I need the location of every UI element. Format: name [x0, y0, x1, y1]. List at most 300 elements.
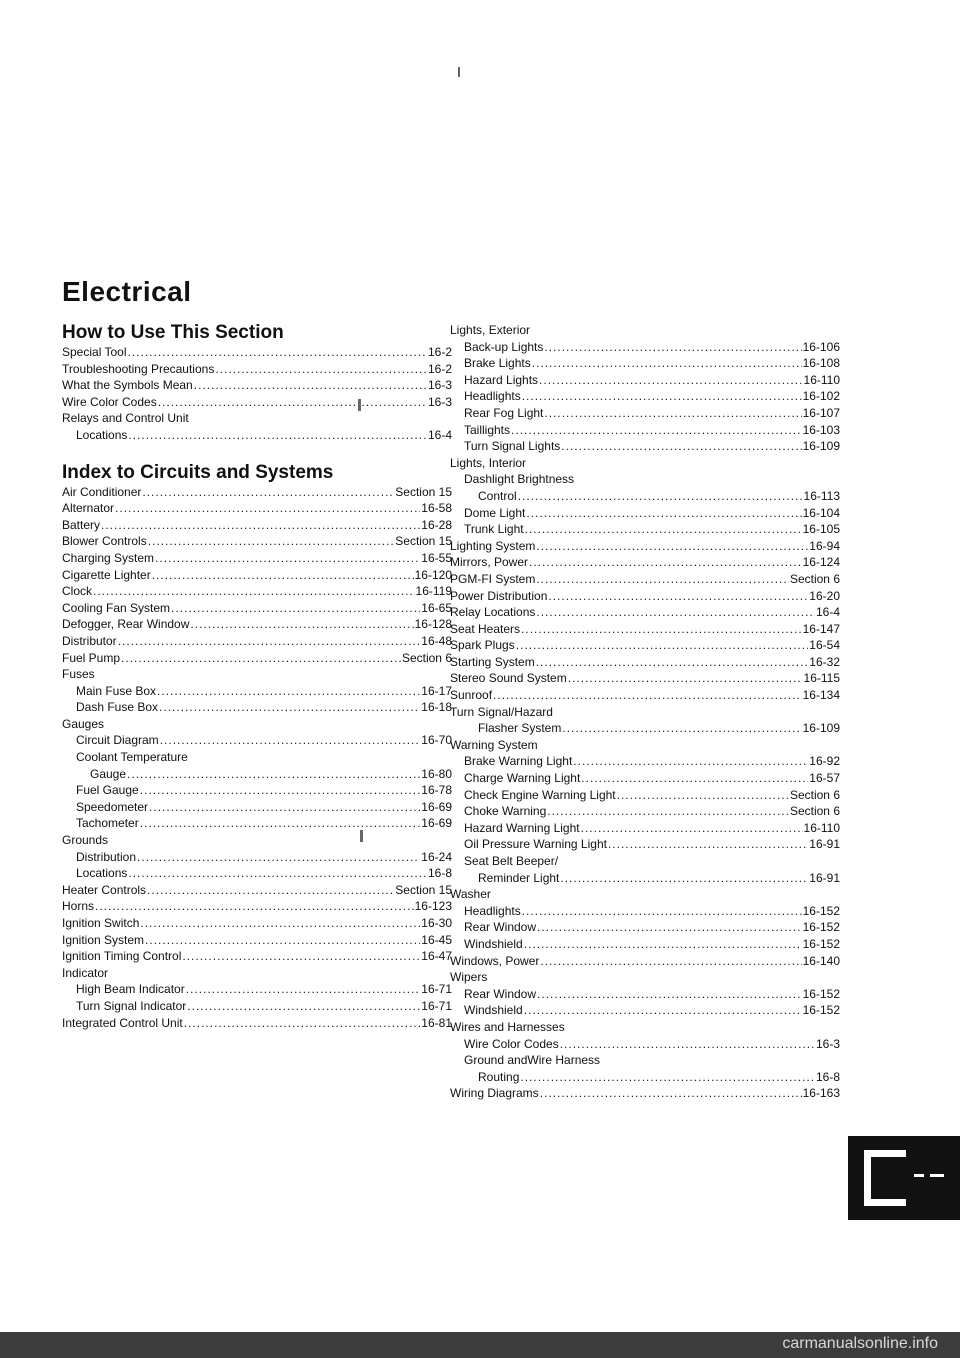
entry-title: What the Symbols Mean	[62, 378, 193, 393]
dot-leader	[158, 394, 427, 411]
section-heading-how-to-use: How to Use This Section	[62, 322, 284, 343]
list-gauges-a	[62, 732, 452, 749]
index-entry	[450, 803, 840, 820]
dot-leader	[516, 637, 809, 654]
index-entry	[450, 422, 840, 439]
entry-title: Sunroof	[450, 688, 493, 703]
dot-leader	[95, 898, 414, 915]
index-entry	[450, 820, 840, 837]
page-ref: 16-8	[815, 1069, 840, 1084]
entry-title: Turn Signal Indicator	[76, 998, 187, 1013]
list-section2c	[62, 1015, 452, 1032]
entry-title: Headlights	[464, 903, 521, 918]
entry-title: Wire Color Codes	[62, 394, 157, 409]
entry-title: Fuel Gauge	[76, 783, 139, 798]
entry-title: Seat Heaters	[450, 621, 521, 636]
dot-leader	[529, 554, 802, 571]
page-ref: 16-47	[421, 949, 452, 964]
section-heading-index: Index to Circuits and Systems	[62, 461, 334, 483]
page-ref: 16-115	[803, 671, 840, 686]
entry-title: Rear Window	[464, 986, 537, 1001]
page-ref: Section 6	[789, 804, 840, 819]
list-gauges-b	[62, 782, 452, 832]
page-ref: 16-69	[421, 816, 452, 831]
dot-leader	[536, 654, 809, 671]
index-entry	[450, 405, 840, 422]
dot-leader	[540, 953, 801, 970]
dot-leader	[581, 770, 808, 787]
index-entry	[450, 836, 840, 853]
index-entry	[62, 567, 452, 584]
entry-wire-color-codes	[450, 1036, 840, 1053]
index-entry	[450, 554, 840, 571]
page-ref: 16-110	[803, 820, 840, 835]
page-ref: 16-20	[809, 588, 840, 603]
index-entry	[450, 388, 840, 405]
page-ref: 16-54	[809, 638, 840, 653]
index-entry	[62, 427, 452, 444]
page-ref: 16-102	[802, 389, 840, 404]
entry-title: Main Fuse Box	[76, 683, 157, 698]
page-ref: 16-2	[427, 361, 452, 376]
scan-speck	[458, 67, 460, 77]
index-entry	[62, 849, 452, 866]
page-ref: 16-71	[421, 982, 452, 997]
entry-title: Brake Warning Light	[464, 754, 573, 769]
dot-leader	[184, 1015, 421, 1032]
page-ref: 16-48	[421, 633, 452, 648]
index-entry	[450, 870, 840, 887]
list-washer	[450, 903, 840, 953]
entry-title: Routing	[478, 1069, 520, 1084]
entry-title: Rear Fog Light	[464, 405, 544, 420]
entry-title: Taillights	[464, 422, 511, 437]
page-ref: 16-28	[421, 517, 452, 532]
page-ref: 16-109	[802, 439, 840, 454]
dot-leader	[524, 936, 802, 953]
page-ref: 16-94	[809, 538, 840, 553]
entry-title: Heater Controls	[62, 882, 147, 897]
entry-title: Locations	[76, 427, 128, 442]
index-entry	[62, 932, 452, 949]
index-entry	[450, 604, 840, 621]
entry-title: Tachometer	[76, 816, 139, 831]
dot-leader	[536, 571, 789, 588]
dot-leader	[187, 998, 420, 1015]
index-entry	[450, 521, 840, 538]
dot-leader	[93, 583, 415, 600]
dot-leader	[182, 948, 420, 965]
dot-leader	[544, 405, 801, 422]
page-ref: 16-140	[802, 953, 840, 968]
dot-leader	[548, 588, 808, 605]
entry-title: PGM-FI System	[450, 571, 536, 586]
dot-leader	[145, 932, 420, 949]
entry-title: Wire Color Codes	[464, 1036, 559, 1051]
dot-leader	[568, 670, 803, 687]
index-entry	[62, 500, 452, 517]
scan-speck	[360, 830, 363, 842]
page-ref: 16-24	[421, 849, 452, 864]
dot-leader	[524, 1002, 802, 1019]
entry-title: Trunk Light	[464, 522, 524, 537]
entry-title: Speedometer	[76, 799, 149, 814]
list-lights-exterior	[450, 339, 840, 455]
group-label-ground-harness: Ground andWire Harness	[464, 1053, 601, 1068]
dot-leader	[128, 865, 427, 882]
page-ref: 16-57	[809, 771, 840, 786]
dot-leader	[539, 372, 802, 389]
footer-url[interactable]: carmanualsonline.info	[782, 1335, 938, 1352]
dot-leader	[518, 488, 803, 505]
page-ref: 16-113	[803, 488, 840, 503]
page-ref: 16-81	[421, 1015, 452, 1030]
dot-leader	[544, 339, 801, 356]
entry-title: Reminder Light	[478, 870, 560, 885]
index-entry	[62, 344, 452, 361]
page-ref: 16-123	[414, 899, 452, 914]
dot-leader	[536, 604, 815, 621]
index-entry	[450, 919, 840, 936]
dot-leader	[101, 517, 420, 534]
dot-leader	[194, 377, 427, 394]
tab-glyph-icon	[864, 1150, 906, 1206]
entry-reminder-light	[450, 870, 840, 887]
index-entry	[450, 339, 840, 356]
list-fuses	[62, 683, 452, 716]
page-ref: 16-65	[421, 600, 452, 615]
group-label-relays: Relays and Control Unit	[62, 411, 189, 426]
page-ref: Section 6	[401, 650, 452, 665]
dot-leader	[526, 505, 801, 522]
dot-leader	[137, 849, 420, 866]
group-label-lights-exterior: Lights, Exterior	[450, 323, 531, 337]
entry-title: Flasher System	[478, 721, 562, 736]
index-entry	[450, 355, 840, 372]
page-ref: 16-3	[427, 378, 452, 393]
entry-title: Distributor	[62, 633, 117, 648]
page-ref: 16-109	[802, 721, 840, 736]
entry-title: Choke Warning	[464, 804, 547, 819]
dot-leader	[522, 903, 802, 920]
group-label-gauges: Gauges	[62, 716, 105, 731]
entry-title: Clock	[62, 584, 93, 599]
entry-title: Blower Controls	[62, 534, 147, 549]
dot-leader	[127, 766, 420, 783]
index-entry	[62, 799, 452, 816]
entry-title: High Beam Indicator	[76, 982, 185, 997]
group-label-warning: Warning System	[450, 737, 538, 752]
index-entry	[450, 654, 840, 671]
entry-title: Battery	[62, 517, 101, 532]
dot-leader	[155, 550, 420, 567]
index-entry	[450, 1069, 840, 1086]
entry-title: Starting System	[450, 654, 535, 669]
dot-leader	[540, 1085, 802, 1102]
index-entry	[450, 488, 840, 505]
entry-dashlight-control	[450, 488, 840, 505]
entry-title: Fuel Pump	[62, 650, 121, 665]
dot-leader	[147, 882, 394, 899]
page-ref: 16-110	[803, 372, 840, 387]
page-ref: Section 6	[789, 787, 840, 802]
index-entry	[62, 732, 452, 749]
page-ref: Section 6	[789, 571, 840, 586]
group-label-lights-interior: Lights, Interior	[450, 455, 527, 470]
entry-title: Lighting System	[450, 538, 536, 553]
index-entry	[450, 621, 840, 638]
index-entry	[62, 948, 452, 965]
dot-leader	[142, 484, 394, 501]
page-ref: 16-107	[802, 405, 840, 420]
dot-leader	[562, 720, 801, 737]
index-entry	[62, 550, 452, 567]
index-entry	[62, 815, 452, 832]
entry-title: Ignition Timing Control	[62, 949, 182, 964]
index-entry	[450, 505, 840, 522]
dot-leader	[511, 422, 802, 439]
page-ref: 16-91	[809, 870, 840, 885]
entry-title: Hazard Warning Light	[464, 820, 580, 835]
dot-leader	[215, 361, 427, 378]
dot-leader	[560, 1036, 815, 1053]
tab-dash-icon	[914, 1174, 924, 1177]
dot-leader	[159, 699, 420, 716]
entry-title: Dome Light	[464, 505, 526, 520]
entry-title: Air Conditioner	[62, 484, 142, 499]
list-mid	[450, 538, 840, 704]
left-column	[62, 320, 452, 1031]
dot-leader	[128, 427, 427, 444]
page-ref: Section 15	[395, 484, 452, 499]
entry-title: Charging System	[62, 550, 155, 565]
entry-title: Windshield	[464, 936, 523, 951]
page-ref: 16-91	[809, 837, 840, 852]
dot-leader	[617, 787, 789, 804]
index-entry	[450, 571, 840, 588]
page-ref: 16-45	[421, 932, 452, 947]
entry-title: Check Engine Warning Light	[464, 787, 616, 802]
page-ref: 16-8	[427, 866, 452, 881]
index-entry	[450, 986, 840, 1003]
page-ref: 16-119	[415, 584, 452, 599]
dot-leader	[118, 633, 421, 650]
entry-title: Turn Signal Lights	[464, 439, 561, 454]
page-ref: Section 15	[395, 882, 452, 897]
index-entry	[450, 1036, 840, 1053]
page-ref: 16-4	[815, 605, 840, 620]
dot-leader	[140, 915, 420, 932]
index-entry	[62, 683, 452, 700]
group-label-seatbelt: Seat Belt Beeper/	[464, 854, 559, 868]
group-label-coolant: Coolant Temperature	[76, 750, 188, 765]
index-entry	[62, 533, 452, 550]
entry-title: Defogger, Rear Window	[62, 617, 190, 632]
entry-title: Relay Locations	[450, 605, 536, 620]
entry-title: Circuit Diagram	[76, 733, 159, 748]
list-section2b	[62, 882, 452, 965]
entry-title: Integrated Control Unit	[62, 1015, 183, 1030]
page-ref: 16-92	[809, 754, 840, 769]
tab-plug-icon	[930, 1174, 944, 1177]
index-entry	[450, 588, 840, 605]
entry-title: Oil Pressure Warning Light	[464, 837, 607, 852]
entry-title: Mirrors, Power	[450, 555, 529, 570]
entry-title: Dash Fuse Box	[76, 700, 159, 715]
index-entry	[450, 903, 840, 920]
dot-leader	[148, 533, 395, 550]
index-entry	[450, 770, 840, 787]
page-ref: 16-58	[421, 501, 452, 516]
page-ref: 16-152	[802, 920, 840, 935]
dot-leader	[573, 753, 808, 770]
entry-title: Stereo Sound System	[450, 671, 567, 686]
page-ref: 16-152	[802, 1003, 840, 1018]
dot-leader	[140, 782, 421, 799]
entry-relays-locations	[62, 427, 452, 444]
page-ref: 16-2	[427, 345, 452, 359]
index-entry	[450, 687, 840, 704]
dot-leader	[547, 803, 789, 820]
dot-leader	[171, 600, 420, 617]
index-entry	[62, 882, 452, 899]
dot-leader	[152, 567, 414, 584]
dot-leader	[157, 683, 420, 700]
page-ref: 16-106	[802, 339, 840, 354]
index-entry	[450, 637, 840, 654]
dot-leader	[521, 621, 802, 638]
page-ref: 16-104	[802, 505, 840, 520]
dot-leader	[186, 981, 421, 998]
index-entry	[62, 1015, 452, 1032]
page-ref: 16-70	[421, 733, 452, 748]
page-ref: 16-80	[421, 766, 452, 781]
section-tab-marker	[848, 1136, 960, 1220]
entry-title: Control	[478, 488, 517, 503]
footer-bar	[0, 1332, 960, 1358]
page-ref: 16-105	[802, 522, 840, 537]
entry-title: Cigarette Lighter	[62, 567, 151, 582]
entry-wiring-diagrams	[450, 1085, 840, 1102]
dot-leader	[536, 538, 808, 555]
page-ref: 16-134	[802, 688, 840, 703]
dot-leader	[140, 815, 421, 832]
dot-leader	[581, 820, 803, 837]
index-entry	[62, 981, 452, 998]
entry-title: Alternator	[62, 501, 115, 516]
entry-title: Ignition System	[62, 932, 145, 947]
index-entry	[62, 766, 452, 783]
dot-leader	[115, 500, 420, 517]
index-entry	[450, 438, 840, 455]
group-label-indicator: Indicator	[62, 965, 109, 980]
page-ref: 16-55	[421, 550, 452, 565]
page-ref: 16-120	[414, 567, 452, 582]
entry-title: Windshield	[464, 1003, 523, 1018]
entry-flasher-system	[450, 720, 840, 737]
index-entry	[62, 915, 452, 932]
page-ref: 16-152	[802, 986, 840, 1001]
dot-leader	[532, 355, 802, 372]
dot-leader	[537, 986, 802, 1003]
dot-leader	[560, 870, 808, 887]
entry-title: Cooling Fan System	[62, 600, 171, 615]
group-label-fuses: Fuses	[62, 667, 95, 682]
list-section2a	[62, 484, 452, 667]
page-ref: 16-71	[421, 998, 452, 1013]
entry-title: Power Distribution	[450, 588, 548, 603]
dot-leader	[128, 344, 427, 361]
page-ref: 16-32	[809, 654, 840, 669]
entry-title: Horns	[62, 899, 95, 914]
index-entry	[450, 372, 840, 389]
page-ref: 16-3	[427, 394, 452, 409]
page-ref: Section 15	[395, 534, 452, 549]
list-wipers	[450, 986, 840, 1019]
index-entry	[450, 1085, 840, 1102]
group-label-turn-signal: Turn Signal/Hazard	[450, 704, 553, 719]
entry-title: Special Tool	[62, 345, 127, 359]
index-entry	[62, 633, 452, 650]
dot-leader	[149, 799, 420, 816]
entry-routing	[450, 1069, 840, 1086]
entry-coolant-gauge	[62, 766, 452, 783]
dot-leader	[160, 732, 421, 749]
scan-speck	[358, 399, 361, 411]
entry-title: Spark Plugs	[450, 638, 515, 653]
page-ref: 16-103	[802, 422, 840, 437]
dot-leader	[522, 388, 802, 405]
index-entry	[450, 936, 840, 953]
index-entry	[62, 484, 452, 501]
page-ref: 16-108	[802, 356, 840, 371]
index-entry	[62, 699, 452, 716]
page-ref: 16-128	[414, 617, 452, 632]
page-ref: 16-17	[421, 683, 452, 698]
index-entry	[450, 720, 840, 737]
group-label-washer: Washer	[450, 887, 491, 902]
index-entry	[450, 953, 840, 970]
index-entry	[62, 361, 452, 378]
dot-leader	[520, 1069, 815, 1086]
index-entry	[62, 394, 452, 411]
group-label-wires: Wires and Harnesses	[450, 1019, 565, 1034]
page-ref: 16-124	[802, 555, 840, 570]
entry-title: Charge Warning Light	[464, 771, 581, 786]
dot-leader	[608, 836, 808, 853]
entry-title: Back-up Lights	[464, 339, 544, 354]
entry-title: Ignition Switch	[62, 916, 140, 930]
entry-title: Rear Window	[464, 920, 537, 935]
right-column	[450, 322, 840, 1102]
page-ref: 16-30	[421, 916, 452, 930]
entry-title: Distribution	[76, 849, 137, 864]
group-label-dashlight: Dashlight Brightness	[464, 472, 575, 487]
list-indicator	[62, 981, 452, 1014]
index-entry	[62, 865, 452, 882]
entry-title: Locations	[76, 866, 128, 881]
entry-title: Hazard Lights	[464, 372, 539, 387]
index-entry	[62, 517, 452, 534]
index-entry	[450, 1002, 840, 1019]
index-entry	[450, 787, 840, 804]
list-lights-interior	[450, 505, 840, 538]
group-label-grounds: Grounds	[62, 833, 109, 848]
entry-title: Troubleshooting Precautions	[62, 361, 215, 376]
index-entry	[62, 650, 452, 667]
list-section1	[62, 344, 452, 410]
index-entry	[62, 898, 452, 915]
